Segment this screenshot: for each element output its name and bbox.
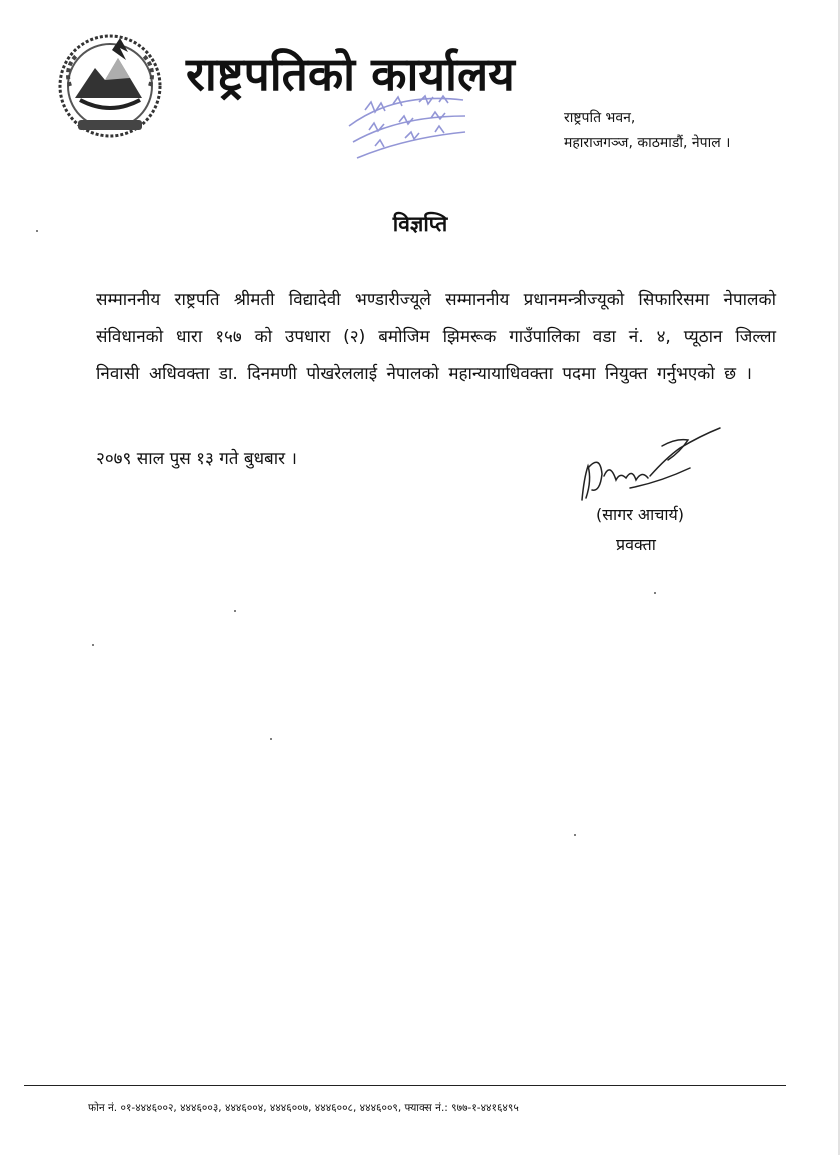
notice-date: २०७९ साल पुस १३ गते बुधबार । — [96, 449, 297, 469]
scan-speck — [654, 592, 656, 594]
signatory-name: (सागर आचार्य) — [596, 505, 685, 524]
handwritten-signature-icon — [570, 418, 730, 513]
signatory-title: प्रवक्ता — [616, 535, 656, 554]
office-address — [564, 106, 730, 156]
scan-speck — [270, 738, 272, 740]
office-seal-stamp-icon — [335, 70, 475, 170]
notice-title: विज्ञप्ति — [392, 212, 448, 236]
address-line-1: राष्ट्रपति भवन, — [564, 110, 636, 126]
footer-divider — [24, 1085, 786, 1086]
nepal-emblem-icon — [50, 28, 170, 140]
scan-speck — [574, 834, 576, 836]
footer-contact: फोन नं. ०१-४४४६००२, ४४४६००३, ४४४६००४, ४४४६००७, ४४४६००८, ४४४६००९, फ्याक्स नं.: ९७७-१-४४१६४९५ — [88, 1102, 519, 1114]
address-line-2: महाराजगञ्ज, काठमाडौं, नेपाल । — [564, 135, 731, 151]
office-name: राष्ट्रपतिको कार्यालय — [186, 47, 515, 101]
scan-speck — [234, 610, 236, 612]
scan-speck — [36, 230, 38, 232]
notice-body: सम्माननीय राष्ट्रपति श्रीमती विद्यादेवी भण्डारीज्यूले सम्माननीय प्रधानमन्त्रीज्यूको सिफारिसमा नेपालको संविधानको धारा १५७ को उपधारा (२) बमोजिम झिमरूक गाउँपालिका वडा नं. ४, प्यूठान जिल्ला निवासी अधिवक्ता डा. दिनमणी पोखरेललाई नेपालको महान्यायाधिवक्ता पदमा नियुक्त गर्नुभएको छ । — [96, 290, 776, 384]
scan-speck — [92, 644, 94, 646]
